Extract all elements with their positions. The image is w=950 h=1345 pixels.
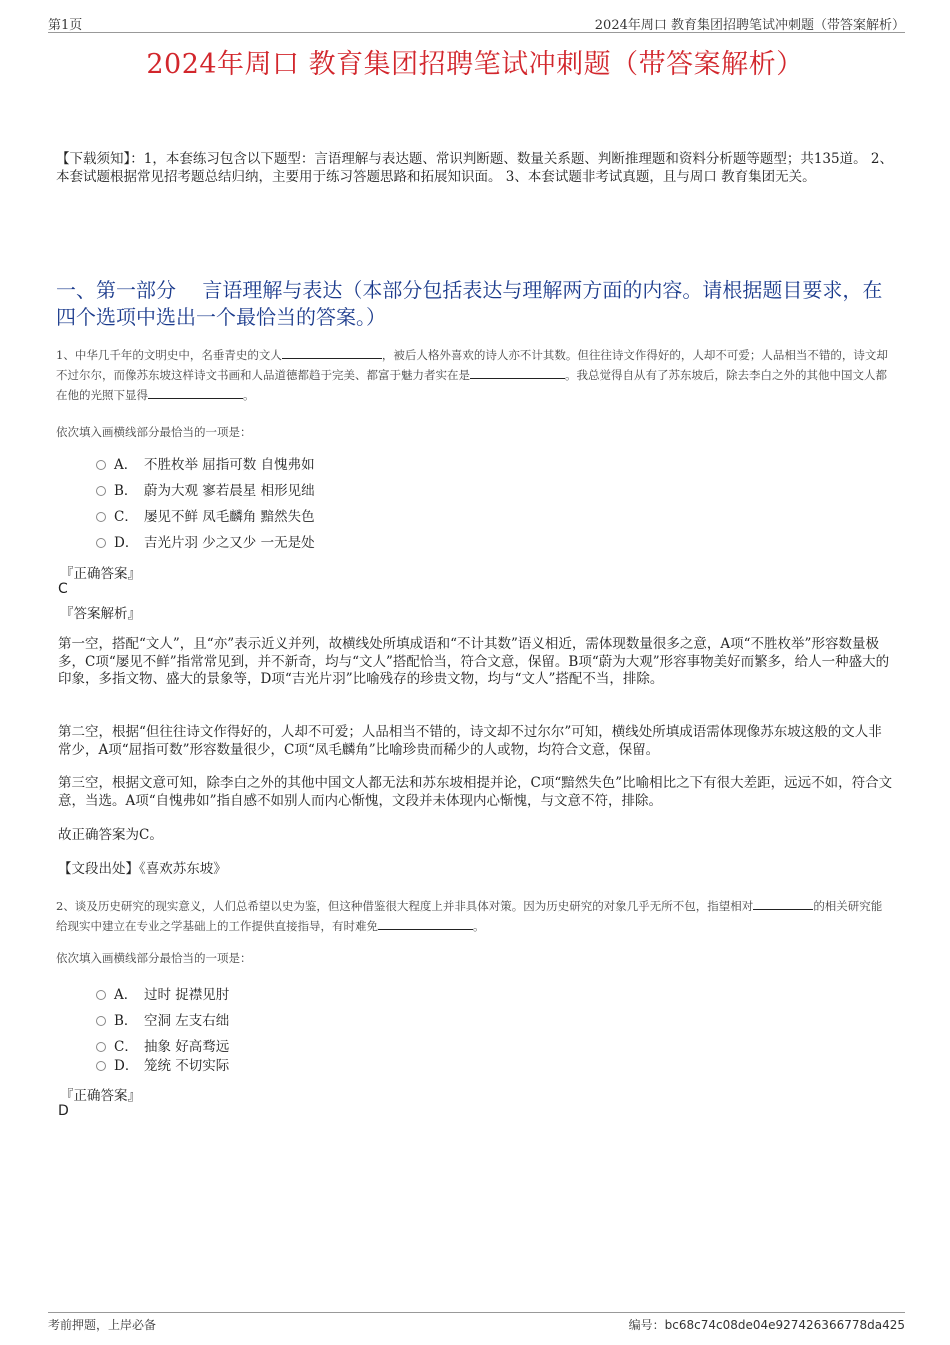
q1-option-a[interactable]: A． 不胜枚举 屈指可数 自愧弗如 — [96, 455, 315, 475]
radio-icon[interactable] — [96, 1042, 106, 1052]
q2-option-d[interactable]: D． 笼统 不切实际 — [96, 1056, 229, 1076]
question-2-prompt: 依次填入画横线部分最恰当的一项是： — [56, 951, 252, 965]
page-header — [48, 14, 905, 33]
blank-line — [753, 897, 813, 910]
blank-line — [148, 386, 243, 399]
page-number: 第1页 — [48, 18, 83, 33]
q1-analysis-para-3: 第三空，根据文意可知，除李白之外的其他中国文人都无法和苏东坡相提并论，C项“黯然失色”比喻相比之下有很大差距，远远不如，符合文意，当选。A项“自愧弗如”指自感不如别人而内心惭愧，文段并未体现内心惭愧，与文意不符，排除。 — [58, 775, 893, 809]
radio-icon[interactable] — [96, 538, 106, 548]
radio-icon[interactable] — [96, 1016, 106, 1026]
q1-analysis-para-2: 第二空，根据“但往往诗文作得好的，人却不可爱；人品相当不错的，诗文却不过尔尔”可知，横线处所填成语需体现像苏东坡这般的文人非常少，A项“屈指可数”形容数量很少，C项“凤毛麟角”比喻珍贵而稀少的人或物，均符合文意，保留。 — [58, 724, 882, 758]
question-1-stem: 1、中华几千年的文明史中，名垂青史的文人 ，被后人格外喜欢的诗人亦不计其数。但往往诗文作得好的，人却不可爱；人品相当不错的，诗文却不过尔尔，而像苏东坡这样诗文书画和人品道德都趋于完美、都富于魅力者实在是 。我总觉得自从有了苏东坡后，除去李白之外的其他中国文人都在他的光照下显得 。 — [56, 348, 888, 402]
question-2-stem: 2、谈及历史研究的现实意义，人们总希望以史为鉴，但这种借鉴很大程度上并非具体对策。因为历史研究的对象几乎无所不包，指望相对 的相关研究能给现实中建立在专业之学基础上的工作提供直接指导，有时难免 。 — [56, 899, 883, 933]
blank-line — [470, 366, 565, 379]
q1-analysis-conclusion: 故正确答案为C。 — [58, 827, 163, 843]
q2-option-a[interactable]: A． 过时 捉襟见肘 — [96, 985, 229, 1005]
q2-option-c[interactable]: C． 抽象 好高骛远 — [96, 1037, 229, 1057]
question-1-prompt: 依次填入画横线部分最恰当的一项是： — [56, 425, 252, 439]
header-doc-title: 2024年周口 教育集团招聘笔试冲刺题（带答案解析） — [594, 18, 905, 33]
page-footer — [48, 1312, 905, 1335]
q1-analysis-para-1: 第一空，搭配“文人”，且“亦”表示近义并列，故横线处所填成语和“不计其数”语义相近，需体现数量很多之意，A项“不胜枚举”形容数量极多，C项“屡见不鲜”指常常见到，并不新奇，均与“文人”搭配恰当，符合文意，保留。B项“蔚为大观”形容事物美好而繁多，给人一种盛大的印象，多指文物、盛大的景象等，D项“吉光片羽”比喻残存的珍贵文物，均与“文人”搭配不当，排除。 — [58, 636, 890, 687]
download-notice: 【下载须知】：1，本套练习包含以下题型：言语理解与表达题、常识判断题、数量关系题、判断推理题和资料分析题等题型；共135道。 2、本套试题根据常见招考题总结归纳，主要用于练习答题思路和拓展知识面。 3、本套试题非考试真题，且与周口 教育集团无关。 — [56, 151, 893, 185]
q1-answer-label: 『正确答案』 — [60, 566, 141, 582]
q1-option-d[interactable]: D． 吉光片羽 少之又少 一无是处 — [96, 533, 315, 553]
footer-code: 编号：bc68c74c08de04e927426366778da425 — [628, 1318, 905, 1332]
blank-line — [378, 917, 473, 930]
q1-option-b[interactable]: B． 蔚为大观 寥若晨星 相形见绌 — [96, 481, 315, 501]
q1-answer: C — [58, 581, 68, 597]
q2-answer-label: 『正确答案』 — [60, 1088, 141, 1104]
q2-option-b[interactable]: B． 空洞 左支右绌 — [96, 1011, 229, 1031]
document-title: 2024年周口 教育集团招聘笔试冲刺题（带答案解析） — [146, 49, 804, 80]
q1-analysis-label: 『答案解析』 — [60, 606, 141, 622]
radio-icon[interactable] — [96, 1061, 106, 1071]
q1-source: 【文段出处】《喜欢苏东坡》 — [58, 861, 227, 877]
section-heading: 一、第一部分 言语理解与表达（本部分包括表达与理解两方面的内容。请根据题目要求，在四个选项中选出一个最恰当的答案。） — [56, 278, 883, 329]
footer-slogan: 考前押题，上岸必备 — [48, 1318, 157, 1332]
radio-icon[interactable] — [96, 512, 106, 522]
radio-icon[interactable] — [96, 460, 106, 470]
q1-option-c[interactable]: C． 屡见不鲜 凤毛麟角 黯然失色 — [96, 507, 315, 527]
radio-icon[interactable] — [96, 990, 106, 1000]
q2-answer: D — [58, 1103, 69, 1119]
blank-line — [282, 346, 382, 359]
radio-icon[interactable] — [96, 486, 106, 496]
